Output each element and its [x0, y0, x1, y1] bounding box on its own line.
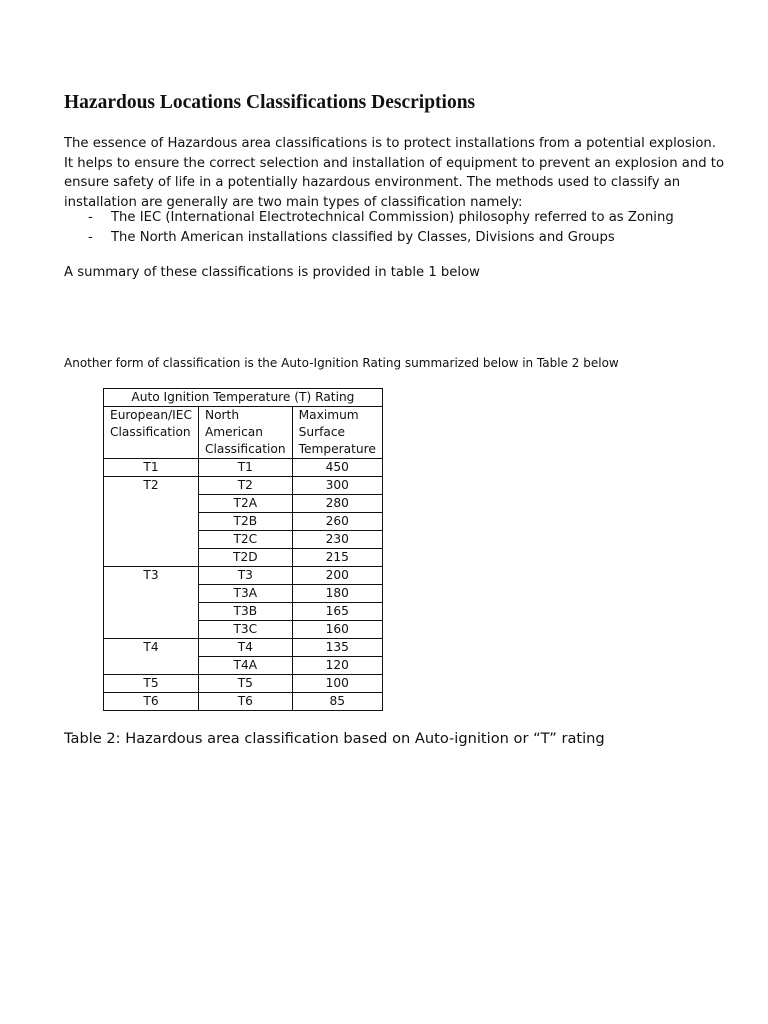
cell-max-temp: 135: [292, 639, 382, 657]
cell-na-class: T2D: [198, 549, 292, 567]
header-north-american: [198, 407, 292, 459]
cell-max-temp: 165: [292, 603, 382, 621]
intro-line: ensure safety of life in a potentially hazardous environment. The methods used to classify an: [64, 175, 681, 191]
table-title-row: [104, 389, 383, 407]
cell-max-temp: 280: [292, 495, 382, 513]
cell-na-class: T2B: [198, 513, 292, 531]
intro-paragraph: [64, 134, 744, 213]
cell-na-class: T3A: [198, 585, 292, 603]
table-caption: Table 2: Hazardous area classification based on Auto-ignition or “T” rating: [64, 730, 605, 747]
auto-ignition-intro: Another form of classification is the Auto-Ignition Rating summarized below in Table 2 below: [64, 356, 619, 370]
table-row: [104, 639, 383, 657]
cell-na-class: T6: [198, 693, 292, 711]
list-item: [64, 208, 674, 228]
header-max-temp: [292, 407, 382, 459]
intro-line: It helps to ensure the correct selection and installation of equipment to prevent an explosion and to: [64, 155, 725, 171]
cell-max-temp: 200: [292, 567, 382, 585]
cell-na-class: T5: [198, 675, 292, 693]
table-header-row: [104, 407, 383, 459]
table-row: [104, 675, 383, 693]
cell-max-temp: 300: [292, 477, 382, 495]
cell-iec-class: T6: [104, 693, 199, 711]
cell-na-class: T4: [198, 639, 292, 657]
header-line: Surface: [298, 425, 346, 439]
cell-max-temp: 160: [292, 621, 382, 639]
bullet-dash: -: [88, 210, 93, 225]
cell-iec-class: T2: [104, 477, 199, 567]
table-row: [104, 693, 383, 711]
header-line: North: [204, 408, 240, 422]
table-body: [104, 459, 383, 711]
cell-na-class: T3C: [198, 621, 292, 639]
header-line: Maximum: [298, 408, 359, 422]
cell-iec-class: T3: [104, 567, 199, 639]
table-row: [104, 477, 383, 495]
cell-iec-class: T1: [104, 459, 199, 477]
bullet-dash: -: [88, 229, 93, 245]
header-line: European/IEC: [110, 408, 192, 422]
list-item-text: The IEC (International Electrotechnical Commission) philosophy referred to as Zoning: [111, 210, 674, 225]
table-title: Auto Ignition Temperature (T) Rating: [104, 389, 383, 407]
page-title: Hazardous Locations Classifications Descriptions: [64, 92, 476, 113]
cell-na-class: T2A: [198, 495, 292, 513]
intro-line: installation are generally are two main types of classification namely:: [64, 195, 523, 211]
cell-na-class: T3B: [198, 603, 292, 621]
cell-na-class: T2C: [198, 531, 292, 549]
cell-max-temp: 85: [292, 693, 382, 711]
cell-iec-class: T5: [104, 675, 199, 693]
cell-na-class: T2: [198, 477, 292, 495]
header-line: American: [204, 425, 263, 439]
cell-max-temp: 260: [292, 513, 382, 531]
t-rating-table: [103, 388, 383, 711]
cell-max-temp: 180: [292, 585, 382, 603]
cell-na-class: T4A: [198, 657, 292, 675]
list-item: [64, 228, 674, 248]
cell-max-temp: 230: [292, 531, 382, 549]
cell-max-temp: 450: [292, 459, 382, 477]
cell-max-temp: 120: [292, 657, 382, 675]
cell-max-temp: 100: [292, 675, 382, 693]
table-row: [104, 567, 383, 585]
cell-na-class: T1: [198, 459, 292, 477]
intro-line: The essence of Hazardous area classifications is to protect installations from a potential explosion.: [64, 136, 716, 151]
table-row: [104, 459, 383, 477]
header-iec: [104, 407, 199, 459]
classification-list: [64, 208, 674, 247]
header-line: Classification: [110, 425, 191, 439]
summary-text: A summary of these classifications is provided in table 1 below: [64, 265, 480, 280]
header-line: Temperature: [298, 442, 376, 456]
header-line: Classification: [204, 442, 286, 456]
cell-iec-class: T4: [104, 639, 199, 675]
list-item-text: The North American installations classified by Classes, Divisions and Groups: [111, 229, 615, 245]
cell-max-temp: 215: [292, 549, 382, 567]
cell-na-class: T3: [198, 567, 292, 585]
